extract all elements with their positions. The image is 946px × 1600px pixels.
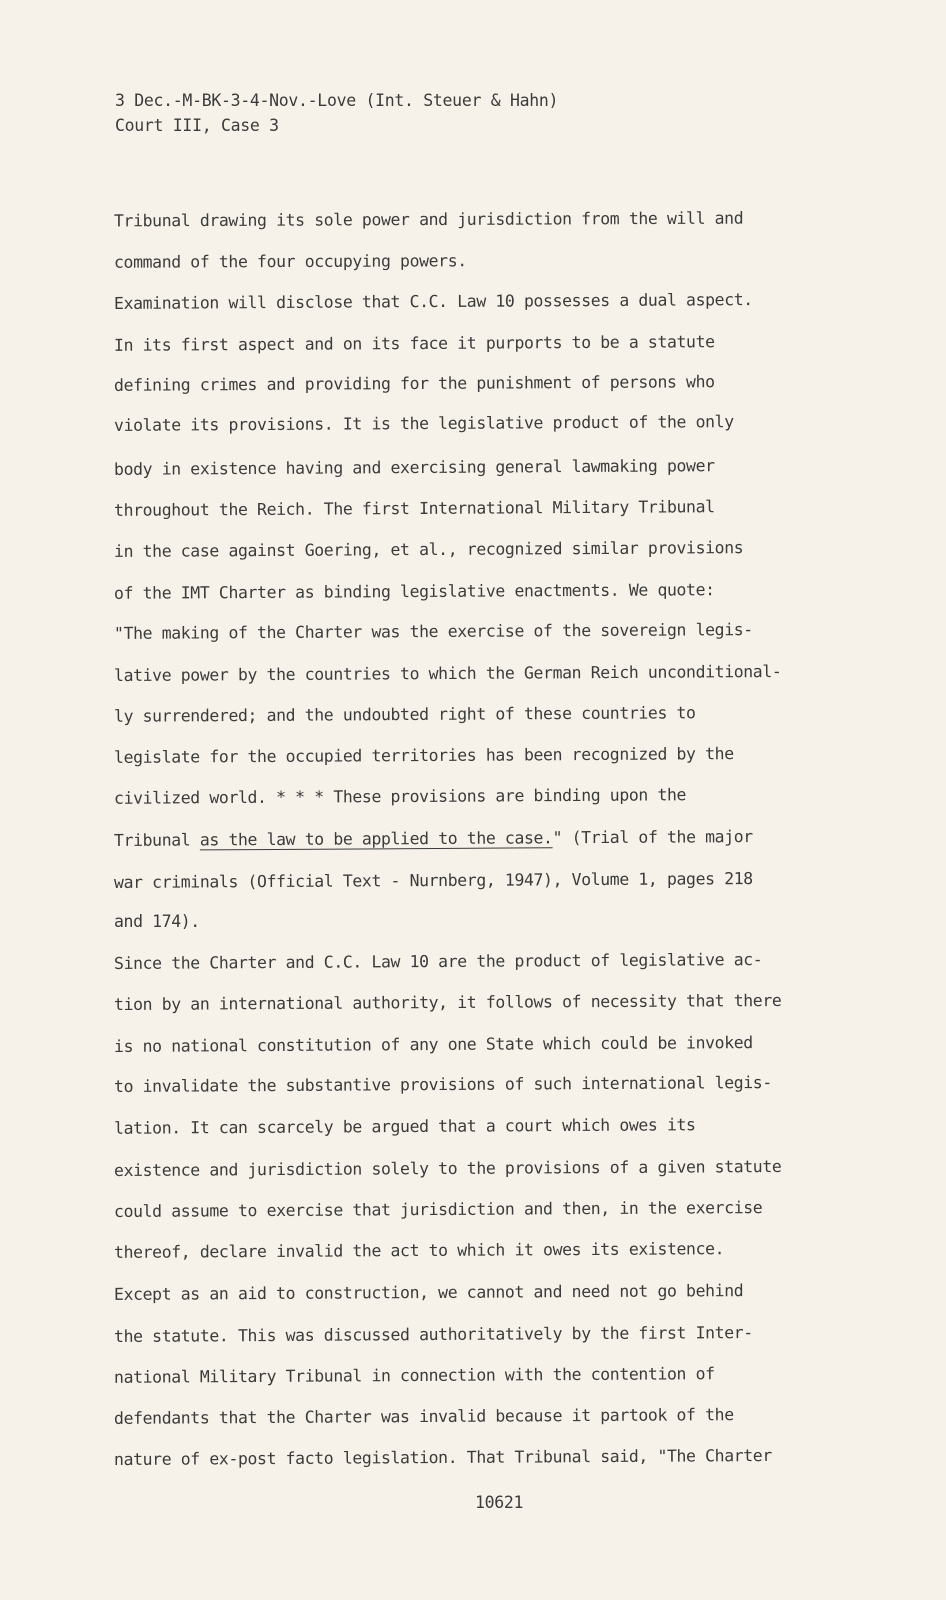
text-line: Except as an aid to construction, we cannot and need not go behind	[113, 1281, 744, 1304]
text-line: could assume to exercise that jurisdiction and then, in the exercise	[113, 1198, 763, 1221]
text-line: Examination will disclose that C.C. Law 10 possesses a dual aspect.	[113, 290, 753, 313]
text-line: command of the four occupying powers.	[113, 251, 467, 272]
text-line: Since the Charter and C.C. Law 10 are the product of legislative ac-	[113, 950, 763, 973]
text-line: lative power by the countries to which the German Reich unconditional-	[113, 661, 782, 686]
text-line: existence and jurisdiction solely to the provisions of a given statute	[113, 1156, 782, 1181]
text-line: throughout the Reich. The first International Military Tribunal	[113, 497, 715, 520]
text-line: body in existence having and exercising general lawmaking power	[113, 456, 715, 479]
text-line: ly surrendered; and the undoubted right of these countries to	[113, 703, 696, 726]
text-line: lation. It can scarcely be argued that a court which owes its	[113, 1115, 696, 1138]
text-line: civilized world. * * * These provisions are binding upon the	[113, 785, 687, 808]
text-line: of the IMT Charter as binding legislative enactments. We quote:	[113, 580, 715, 603]
text-line: the statute. This was discussed authoritatively by the first Inter-	[113, 1323, 753, 1346]
header-court-line: Court III, Case 3	[115, 116, 279, 135]
text-line: legislate for the occupied territories has been recognized by the	[113, 744, 734, 767]
text-segment: Tribunal	[113, 830, 200, 850]
page-number: 10621	[475, 1493, 524, 1512]
text-segment: " (Trial of the major	[552, 827, 753, 848]
text-line: in the case against Goering, et al., recognized similar provisions	[113, 538, 744, 561]
text-line: "The making of the Charter was the exercise of the sovereign legis-	[113, 620, 753, 643]
text-line: war criminals (Official Text - Nurnberg, 1947), Volume 1, pages 218	[113, 869, 753, 892]
text-line: thereof, declare invalid the act to which it owes its existence.	[113, 1239, 725, 1262]
underlined-quote: as the law to be applied to the case.	[199, 828, 553, 850]
text-line: national Military Tribunal in connection with the contention of	[113, 1364, 715, 1387]
text-line: In its first aspect and on its face it purports to be a statute	[113, 332, 715, 355]
page-header	[115, 88, 558, 138]
text-line: to invalidate the substantive provisions of such international legis-	[113, 1072, 772, 1097]
text-line: defendants that the Charter was invalid because it partook of the	[113, 1405, 734, 1428]
text-line: tion by an international authority, it follows of necessity that there	[113, 990, 782, 1015]
text-line: nature of ex-post facto legislation. That Tribunal said, "The Charter	[113, 1445, 772, 1470]
text-line: defining crimes and providing for the punishment of persons who	[113, 372, 715, 395]
text-line: Tribunal drawing its sole power and jurisdiction from the will and	[113, 208, 744, 231]
text-line: violate its provisions. It is the legislative product of the only	[113, 412, 734, 435]
header-reference-line: 3 Dec.-M-BK-3-4-Nov.-Love (Int. Steuer & Hahn)	[115, 91, 559, 110]
text-line-with-underline	[114, 827, 753, 850]
text-line: and 174).	[114, 912, 200, 931]
text-line: is no national constitution of any one State which could be invoked	[113, 1033, 753, 1056]
